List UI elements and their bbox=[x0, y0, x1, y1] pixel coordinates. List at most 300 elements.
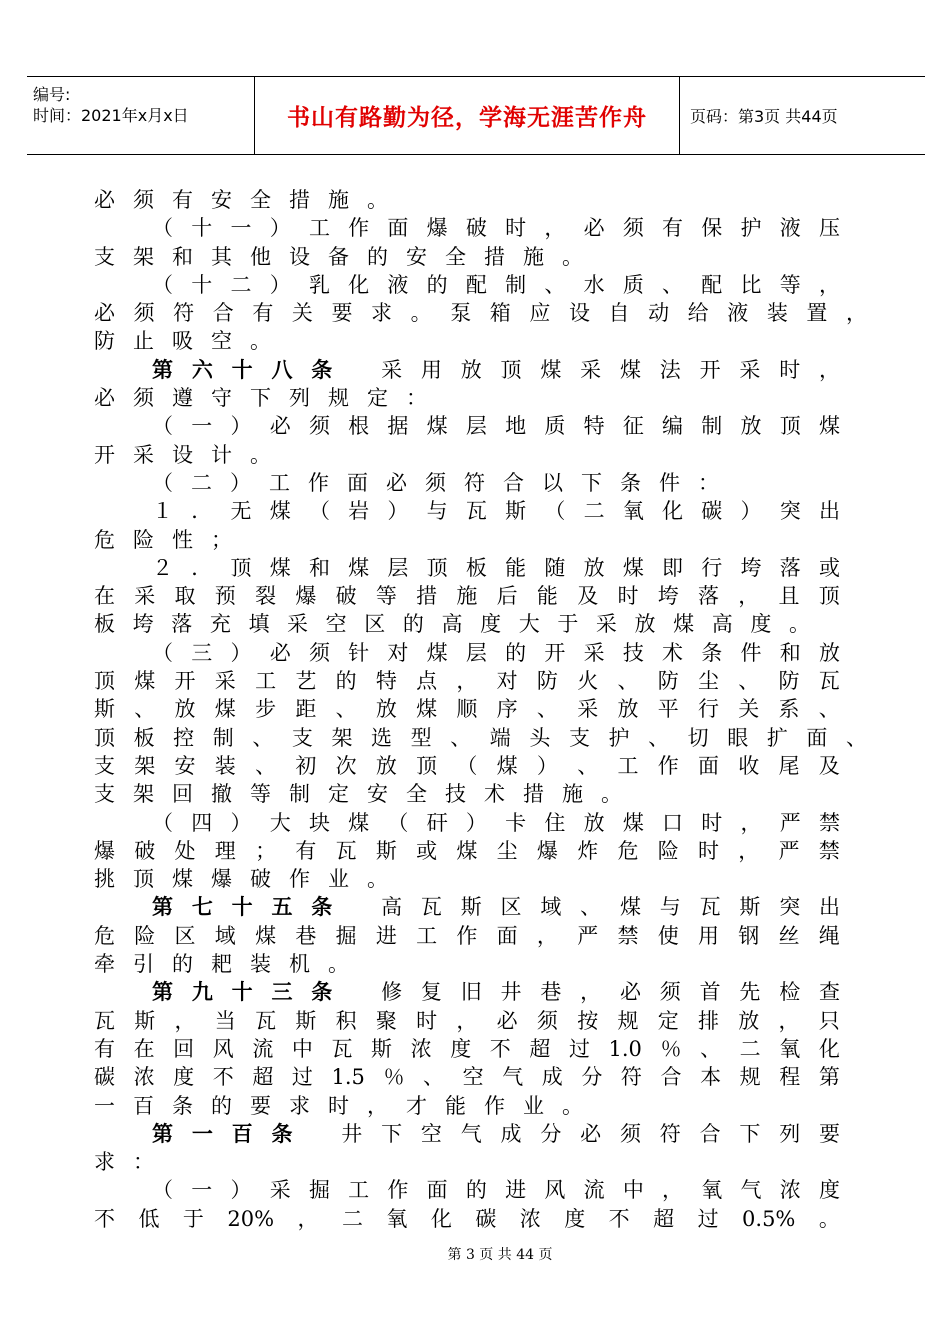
glyph: 井 bbox=[341, 1121, 363, 1146]
glyph: 顺 bbox=[456, 697, 478, 722]
glyph: ％ bbox=[383, 1065, 405, 1090]
glyph: ， bbox=[536, 923, 558, 948]
glyph: 度 bbox=[818, 1178, 840, 1203]
glyph: 泵 bbox=[450, 301, 472, 326]
glyph: 尾 bbox=[778, 753, 800, 778]
text-line bbox=[94, 865, 874, 893]
glyph: 低 bbox=[138, 1206, 160, 1231]
glyph: 作 bbox=[456, 923, 478, 948]
glyph: 防 bbox=[536, 669, 558, 694]
glyph: 排 bbox=[697, 1008, 719, 1033]
glyph: 破 bbox=[335, 584, 357, 609]
glyph: 编 bbox=[662, 414, 684, 439]
glyph: （ bbox=[387, 810, 409, 835]
glyph: 必 bbox=[269, 640, 291, 665]
glyph: 质 bbox=[544, 414, 566, 439]
glyph: 质 bbox=[622, 272, 644, 297]
glyph: 煤 bbox=[622, 555, 644, 580]
glyph: 浓 bbox=[133, 1065, 155, 1090]
glyph: 第 bbox=[152, 357, 173, 382]
glyph: 次 bbox=[335, 753, 357, 778]
glyph: 放 bbox=[375, 697, 397, 722]
glyph: 防 bbox=[778, 669, 800, 694]
glyph: 域 bbox=[540, 895, 562, 920]
glyph: （ bbox=[152, 1178, 173, 1203]
glyph: 无 bbox=[230, 499, 252, 524]
glyph: 检 bbox=[779, 980, 801, 1005]
glyph: 工 bbox=[617, 753, 639, 778]
glyph: （ bbox=[456, 753, 478, 778]
glyph: ） bbox=[230, 640, 252, 665]
glyph: 等 bbox=[779, 272, 801, 297]
glyph: 采 bbox=[595, 612, 617, 637]
glyph: 十 bbox=[231, 895, 253, 920]
text-line bbox=[152, 554, 840, 582]
glyph: 七 bbox=[191, 895, 213, 920]
glyph: （ bbox=[152, 810, 173, 835]
glyph: （ bbox=[152, 216, 173, 241]
glyph: 爆 bbox=[536, 838, 558, 863]
glyph: 进 bbox=[505, 1178, 527, 1203]
glyph: 巷 bbox=[295, 923, 317, 948]
glyph: 气 bbox=[460, 1121, 482, 1146]
glyph: 三 bbox=[271, 980, 293, 1005]
glyph: 取 bbox=[174, 584, 196, 609]
glyph: ； bbox=[255, 838, 277, 863]
glyph: 瓦 bbox=[331, 1036, 353, 1061]
text-run: 求： bbox=[94, 1150, 172, 1175]
glyph: 填 bbox=[248, 612, 270, 637]
page-info: 页码：第3页 共44页 bbox=[690, 107, 838, 126]
glyph: 爆 bbox=[94, 838, 115, 863]
glyph: 落 bbox=[779, 555, 801, 580]
glyph: 有 bbox=[662, 216, 684, 241]
glyph: 空 bbox=[462, 1065, 484, 1090]
glyph: 使 bbox=[657, 923, 679, 948]
glyph: 、 bbox=[580, 895, 602, 920]
text-line bbox=[94, 950, 874, 978]
glyph: 压 bbox=[818, 216, 840, 241]
glyph: 、 bbox=[738, 669, 760, 694]
text-line bbox=[94, 327, 874, 355]
glyph: 氧 bbox=[622, 499, 644, 524]
glyph: 架 bbox=[134, 753, 156, 778]
glyph: 顶 bbox=[230, 555, 252, 580]
glyph: 20% bbox=[227, 1206, 275, 1231]
glyph: 对 bbox=[496, 669, 518, 694]
glyph: 垮 bbox=[132, 612, 154, 637]
glyph: 符 bbox=[659, 1121, 681, 1146]
glyph: （ bbox=[308, 499, 330, 524]
glyph: 切 bbox=[687, 725, 709, 750]
text-line bbox=[152, 412, 840, 440]
glyph: ％ bbox=[660, 1036, 682, 1061]
glyph: 预 bbox=[214, 584, 236, 609]
glyph: 严 bbox=[779, 810, 801, 835]
glyph: 九 bbox=[191, 980, 213, 1005]
glyph: 落 bbox=[697, 584, 719, 609]
glyph: 大 bbox=[518, 612, 540, 637]
glyph: ， bbox=[662, 1178, 684, 1203]
glyph: 不 bbox=[212, 1065, 234, 1090]
glyph: 即 bbox=[662, 555, 684, 580]
glyph: ， bbox=[544, 216, 566, 241]
glyph: 、 bbox=[662, 272, 684, 297]
glyph: 、 bbox=[617, 669, 639, 694]
glyph: 放 bbox=[740, 414, 762, 439]
glyph: 水 bbox=[583, 272, 605, 297]
glyph: ， bbox=[818, 272, 840, 297]
glyph: 一 bbox=[191, 1178, 213, 1203]
glyph: 流 bbox=[583, 1178, 605, 1203]
glyph: 。 bbox=[410, 301, 432, 326]
glyph: 十 bbox=[231, 980, 253, 1005]
glyph: 放 bbox=[738, 1008, 760, 1033]
glyph: 煤 bbox=[348, 810, 370, 835]
glyph: 分 bbox=[581, 1065, 603, 1090]
glyph: 和 bbox=[308, 555, 330, 580]
glyph: （ bbox=[152, 414, 173, 439]
glyph: 据 bbox=[387, 414, 409, 439]
glyph: 瓦 bbox=[94, 1008, 115, 1033]
glyph: 的 bbox=[335, 669, 357, 694]
glyph: 成 bbox=[541, 1065, 563, 1090]
glyph: 作 bbox=[387, 1178, 409, 1203]
glyph: 或 bbox=[818, 555, 840, 580]
glyph: ， bbox=[778, 1008, 800, 1033]
glyph: 块 bbox=[308, 810, 330, 835]
glyph: 行 bbox=[697, 697, 719, 722]
glyph: ） bbox=[387, 499, 409, 524]
header-motto-cell bbox=[254, 77, 680, 154]
glyph: 处 bbox=[174, 838, 196, 863]
glyph: 特 bbox=[583, 414, 605, 439]
glyph: 理 bbox=[214, 838, 236, 863]
glyph: ， bbox=[845, 301, 867, 326]
glyph: ， bbox=[738, 584, 760, 609]
glyph: 采 bbox=[381, 357, 403, 382]
text-line bbox=[94, 1205, 840, 1233]
glyph: 须 bbox=[659, 980, 681, 1005]
glyph: 高 bbox=[381, 895, 403, 920]
text-line bbox=[94, 667, 840, 695]
glyph: 开 bbox=[699, 357, 721, 382]
glyph: 开 bbox=[174, 669, 196, 694]
glyph: 用 bbox=[420, 357, 442, 382]
glyph: 碳 bbox=[475, 1206, 497, 1231]
glyph: 丝 bbox=[778, 923, 800, 948]
glyph: 中 bbox=[291, 1036, 313, 1061]
glyph: 煤 bbox=[622, 810, 644, 835]
document-body bbox=[94, 186, 874, 1233]
glyph: 禁 bbox=[617, 923, 639, 948]
glyph: 支 bbox=[291, 725, 313, 750]
page-header bbox=[27, 76, 925, 155]
glyph: 煤 bbox=[673, 612, 695, 637]
glyph: 给 bbox=[687, 301, 709, 326]
glyph: 要 bbox=[331, 301, 353, 326]
glyph: 条 bbox=[701, 640, 723, 665]
glyph: 煤 bbox=[818, 414, 840, 439]
glyph: 层 bbox=[387, 555, 409, 580]
glyph: 斯 bbox=[134, 1008, 156, 1033]
glyph: 十 bbox=[231, 357, 253, 382]
glyph: 地 bbox=[505, 414, 527, 439]
glyph: 二 bbox=[583, 499, 605, 524]
glyph: 征 bbox=[622, 414, 644, 439]
glyph: 施 bbox=[456, 584, 478, 609]
glyph: 须 bbox=[133, 301, 155, 326]
glyph: 工 bbox=[416, 923, 438, 948]
glyph: 液 bbox=[727, 301, 749, 326]
glyph: 成 bbox=[500, 1121, 522, 1146]
glyph: 面 bbox=[426, 1178, 448, 1203]
glyph: 合 bbox=[660, 1065, 682, 1090]
glyph: 与 bbox=[426, 499, 448, 524]
glyph: 保 bbox=[701, 216, 723, 241]
glyph: 步 bbox=[255, 697, 277, 722]
glyph: 须 bbox=[308, 640, 330, 665]
glyph: ） bbox=[230, 414, 252, 439]
glyph: 程 bbox=[779, 1065, 801, 1090]
glyph: 、 bbox=[335, 697, 357, 722]
glyph: 面 bbox=[806, 725, 828, 750]
glyph: 合 bbox=[699, 1121, 721, 1146]
glyph: 定 bbox=[657, 1008, 679, 1033]
glyph: 危 bbox=[617, 838, 639, 863]
glyph: 五 bbox=[271, 895, 293, 920]
glyph: 1.5 bbox=[331, 1065, 365, 1090]
glyph: 、 bbox=[252, 725, 274, 750]
glyph: 流 bbox=[252, 1036, 274, 1061]
glyph: 爆 bbox=[426, 216, 448, 241]
glyph: 斯 bbox=[739, 895, 761, 920]
glyph: 第 bbox=[152, 1121, 173, 1146]
glyph: 险 bbox=[134, 923, 156, 948]
glyph: 只 bbox=[818, 1008, 840, 1033]
text-run: 支架回撤等制定安全技术措施。 bbox=[94, 782, 640, 807]
glyph: 掘 bbox=[335, 923, 357, 948]
glyph: 风 bbox=[212, 1036, 234, 1061]
glyph: 煤 bbox=[269, 499, 291, 524]
glyph: 有 bbox=[295, 838, 317, 863]
glyph: 、 bbox=[544, 272, 566, 297]
glyph: 制 bbox=[505, 272, 527, 297]
glyph: 特 bbox=[375, 669, 397, 694]
glyph: 规 bbox=[617, 1008, 639, 1033]
glyph: 于 bbox=[182, 1206, 204, 1231]
glyph: 配 bbox=[701, 272, 723, 297]
glyph: 采 bbox=[583, 640, 605, 665]
glyph: 浓 bbox=[410, 1036, 432, 1061]
text-line bbox=[94, 384, 874, 412]
glyph: ） bbox=[740, 499, 762, 524]
glyph: 1.0 bbox=[608, 1036, 642, 1061]
glyph: 配 bbox=[465, 272, 487, 297]
glyph: 严 bbox=[778, 838, 800, 863]
glyph: 在 bbox=[133, 1036, 155, 1061]
glyph: 一 bbox=[191, 414, 213, 439]
glyph: 高 bbox=[441, 612, 463, 637]
glyph: 时 bbox=[617, 584, 639, 609]
glyph: 、 bbox=[818, 697, 840, 722]
time-label: 时间：2021年x月x日 bbox=[33, 106, 189, 125]
glyph: 。 bbox=[818, 1206, 840, 1231]
glyph: 顶 bbox=[818, 584, 840, 609]
text-line bbox=[152, 1120, 840, 1148]
glyph: 工 bbox=[348, 1178, 370, 1203]
glyph: 、 bbox=[450, 725, 472, 750]
glyph: 二 bbox=[230, 272, 252, 297]
glyph: 充 bbox=[209, 612, 231, 637]
glyph: 放 bbox=[583, 555, 605, 580]
glyph: 在 bbox=[94, 584, 115, 609]
glyph: 突 bbox=[779, 895, 801, 920]
glyph: 须 bbox=[619, 1121, 641, 1146]
text-line bbox=[152, 271, 840, 299]
glyph: 必 bbox=[583, 216, 605, 241]
glyph: 二 bbox=[341, 1206, 363, 1231]
glyph: 对 bbox=[387, 640, 409, 665]
glyph: 掘 bbox=[308, 1178, 330, 1203]
text-line bbox=[94, 1092, 874, 1120]
glyph: 要 bbox=[819, 1121, 840, 1146]
glyph: ， bbox=[297, 1206, 319, 1231]
glyph: 度 bbox=[450, 1036, 472, 1061]
glyph: 支 bbox=[94, 753, 115, 778]
glyph: 瓦 bbox=[818, 669, 840, 694]
glyph: 、 bbox=[536, 697, 558, 722]
text-run: 牵引的耙装机。 bbox=[94, 952, 367, 977]
glyph: 符 bbox=[173, 301, 195, 326]
glyph: 口 bbox=[662, 810, 684, 835]
glyph: 区 bbox=[500, 895, 522, 920]
glyph: 须 bbox=[308, 414, 330, 439]
glyph: 突 bbox=[779, 499, 801, 524]
glyph: 绳 bbox=[818, 923, 840, 948]
glyph: 时 bbox=[779, 357, 801, 382]
glyph: 术 bbox=[662, 640, 684, 665]
glyph: 合 bbox=[212, 301, 234, 326]
text-line bbox=[94, 752, 840, 780]
text-line bbox=[94, 1035, 840, 1063]
glyph: 应 bbox=[529, 301, 551, 326]
glyph: ） bbox=[269, 272, 291, 297]
glyph: 符 bbox=[620, 1065, 642, 1090]
glyph: ， bbox=[174, 1008, 196, 1033]
glyph: 须 bbox=[536, 1008, 558, 1033]
glyph: 必 bbox=[94, 301, 115, 326]
glyph: 钢 bbox=[738, 923, 760, 948]
glyph: 卡 bbox=[505, 810, 527, 835]
glyph: 工 bbox=[255, 669, 277, 694]
glyph: 液 bbox=[387, 272, 409, 297]
glyph: 高 bbox=[711, 612, 733, 637]
glyph: 十 bbox=[191, 272, 213, 297]
glyph: 一 bbox=[230, 216, 252, 241]
glyph: 第 bbox=[818, 1065, 840, 1090]
glyph: 斯 bbox=[295, 1008, 317, 1033]
glyph: 积 bbox=[335, 1008, 357, 1033]
text-line bbox=[94, 582, 840, 610]
text-line bbox=[152, 469, 874, 497]
glyph: 面 bbox=[697, 753, 719, 778]
glyph: 垮 bbox=[740, 555, 762, 580]
text-run: 防止吸空。 bbox=[94, 329, 289, 354]
glyph: 制 bbox=[701, 414, 723, 439]
glyph: 区 bbox=[364, 612, 386, 637]
glyph: 修 bbox=[381, 980, 403, 1005]
text-line bbox=[94, 837, 840, 865]
glyph: 扩 bbox=[766, 725, 788, 750]
glyph: 先 bbox=[739, 980, 761, 1005]
glyph: 有 bbox=[252, 301, 274, 326]
glyph: 点 bbox=[416, 669, 438, 694]
glyph: 及 bbox=[577, 584, 599, 609]
glyph: （ bbox=[544, 499, 566, 524]
glyph: 住 bbox=[544, 810, 566, 835]
text-line bbox=[152, 356, 840, 384]
glyph: 禁 bbox=[818, 838, 840, 863]
text-line bbox=[94, 610, 810, 638]
glyph: 收 bbox=[738, 753, 760, 778]
glyph: 法 bbox=[659, 357, 681, 382]
text-line bbox=[94, 526, 874, 554]
glyph: 氧 bbox=[779, 1036, 801, 1061]
glyph: 或 bbox=[416, 838, 438, 863]
glyph: 系 bbox=[778, 697, 800, 722]
glyph: 尘 bbox=[697, 669, 719, 694]
glyph: 箱 bbox=[489, 301, 511, 326]
glyph: 制 bbox=[212, 725, 234, 750]
glyph: 架 bbox=[331, 725, 353, 750]
glyph: 支 bbox=[568, 725, 590, 750]
glyph: 平 bbox=[657, 697, 679, 722]
glyph: 控 bbox=[173, 725, 195, 750]
glyph: 浓 bbox=[519, 1206, 541, 1231]
page-footer: 第 3 页 共 44 页 bbox=[447, 1247, 553, 1263]
glyph: 空 bbox=[325, 612, 347, 637]
text-run: 危险性； bbox=[94, 527, 250, 552]
text-run: 必须遵守下列规定： bbox=[94, 386, 445, 411]
glyph: 不 bbox=[489, 1036, 511, 1061]
glyph: 于 bbox=[557, 612, 579, 637]
glyph: 煤 bbox=[619, 357, 641, 382]
glyph: 层 bbox=[465, 414, 487, 439]
glyph: 中 bbox=[622, 1178, 644, 1203]
glyph: 眼 bbox=[727, 725, 749, 750]
glyph: 险 bbox=[657, 838, 679, 863]
glyph: 能 bbox=[505, 555, 527, 580]
glyph: 的 bbox=[426, 272, 448, 297]
glyph: 落 bbox=[171, 612, 193, 637]
glyph: １ bbox=[152, 499, 173, 524]
glyph: 求 bbox=[371, 301, 393, 326]
glyph: 复 bbox=[420, 980, 442, 1005]
glyph: 度 bbox=[173, 1065, 195, 1090]
glyph: 作 bbox=[348, 216, 370, 241]
glyph: 不 bbox=[608, 1206, 630, 1231]
glyph: 回 bbox=[173, 1036, 195, 1061]
glyph: 设 bbox=[568, 301, 590, 326]
glyph: 等 bbox=[375, 584, 397, 609]
glyph: 顶 bbox=[500, 357, 522, 382]
glyph: 0.5% bbox=[742, 1206, 796, 1231]
glyph: 采 bbox=[134, 584, 156, 609]
glyph: ２ bbox=[152, 555, 173, 580]
glyph: 瓦 bbox=[420, 895, 442, 920]
glyph: 气 bbox=[502, 1065, 524, 1090]
